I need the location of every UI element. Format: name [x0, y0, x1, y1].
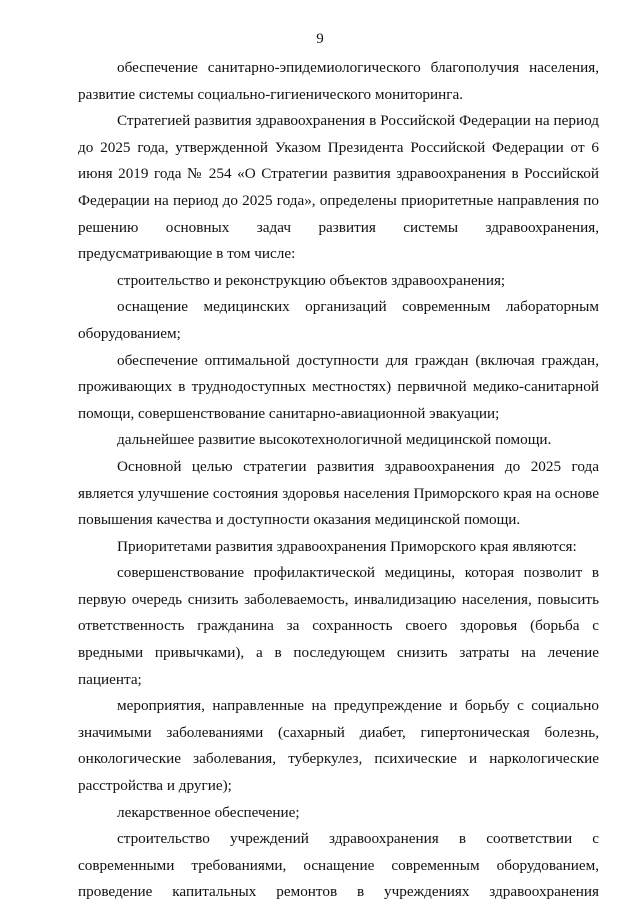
paragraph-drug-supply: лекарственное обеспечение;: [117, 803, 300, 821]
paragraph-sanitary-wellbeing: обеспечение санитарно-эпидемиологического благополучия населения, развитие системы социально-гигиенического мониторинга.: [78, 59, 599, 103]
paragraph-main-goal: Основной целью стратегии развития здравоохранения до 2025 года является улучшение состояния здоровья населения Приморского края на основе повышения качества и доступности оказания медицинской помощи.: [78, 457, 599, 529]
paragraph-strategy-decree: Стратегией развития здравоохранения в Российской Федерации на период до 2025 года, утвержденной Указом Президента Российской Федерации от 6 июня 2019 года № 254 «О Стратегии развития здравоохранения в Российской Федерации на период до 2025 года», определены приоритетные направления по решению основных задач развития системы здравоохранения, предусматривающие в том числе:: [78, 112, 599, 263]
paragraph-preventive-medicine: совершенствование профилактической медицины, которая позволит в первую очередь снизить заболеваемость, инвалидизацию населения, повысить ответственность гражданина за сохранность своего здоровья (борьба с вредными привычками), а в последующем снизить затраты на лечение пациента;: [78, 564, 599, 688]
paragraph-construction: строительство и реконструкцию объектов здравоохранения;: [117, 271, 506, 289]
paragraph-lab-equipment: оснащение медицинских организаций современным лабораторным оборудованием;: [78, 298, 599, 342]
paragraph-facility-construction: строительство учреждений здравоохранения в соответствии с современными требованиями, оснащение современным оборудованием, проведение капитальных ремонтов в учреждениях здравоохранения: [78, 830, 599, 901]
paragraph-priorities-intro: Приоритетами развития здравоохранения Приморского края являются:: [117, 537, 577, 555]
paragraph-socially-significant-diseases: мероприятия, направленные на предупреждение и борьбу с социально значимыми заболеваниями (сахарный диабет, гипертоническая болезнь, онкологические заболевания, туберкулез, психические и наркологические расстройства и другие);: [78, 697, 599, 795]
paragraph-high-tech-care: дальнейшее развитие высокотехнологичной медицинской помощи.: [117, 431, 552, 449]
paragraph-primary-care-access: обеспечение оптимальной доступности для граждан (включая граждан, проживающих в труднодоступных местностях) первичной медико-санитарной помощи, совершенствование санитарно-авиационной эвакуации;: [78, 351, 599, 422]
document-body: [78, 55, 599, 906]
page-number: 9: [316, 31, 324, 47]
